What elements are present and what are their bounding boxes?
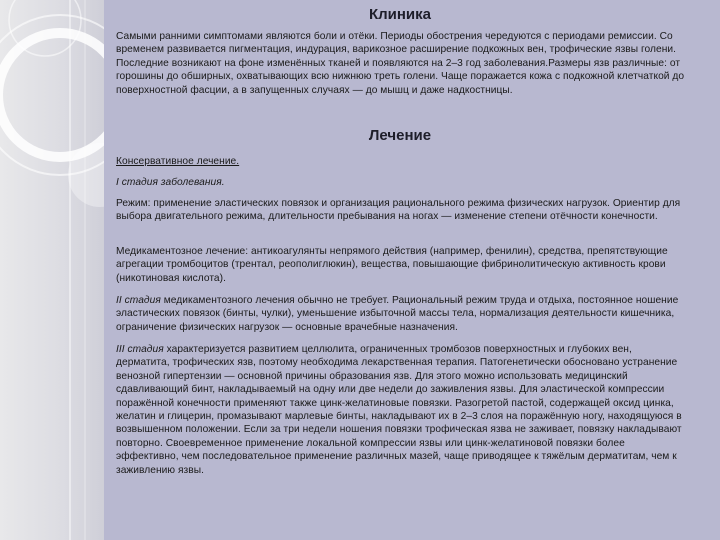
medication-paragraph: Медикаментозное лечение: антикоагулянты непрямого действия (например, фенилин), средства, препятствующие агрегации тромбоцитов (трентал, реополиглюкин), вещества, повышающие фибринолитическую активность крови (никотиновая кислота). (116, 246, 668, 284)
clinic-heading: Клиника (368, 6, 432, 23)
stage-1-label: I стадия заболевания. (116, 177, 225, 188)
conservative-treatment-label: Консервативное лечение. (116, 156, 240, 167)
slide-content (108, 0, 692, 540)
decorative-circles-graphic (0, 0, 104, 540)
clinic-paragraph: Самыми ранними симптомами являются боли и отёки. Периоды обострения чередуются с периодами ремиссии. Со временем развивается пигментация, индурация, варикозное расширение подкожных вен, трофические язвы голени. Последние возникают на фоне изменённых тканей и появляются на 2–3 год заболевания.Размеры язв различные: от горошины до обширных, охватывающих всю нижнюю треть голени. Чаще поражается кожа с подкожной клетчаткой до поверхностной фасции, а в запущенных случаях — до мышц и даже надкостницы. (116, 31, 685, 96)
treatment-heading: Лечение (368, 127, 432, 144)
regime-paragraph: Режим: применение эластических повязок и организация рационального режима физических нагрузок. Ориентир для выбора двигательного режима, длительности пребывания на ногах — изменение степени отёчности конечности. (116, 198, 681, 223)
stage-2-label: II стадия (116, 295, 161, 306)
stage-2-text: медикаментозного лечения обычно не требует. Рациональный режим труда и отдыха, постоянное ношение эластических повязок (бинты, чулки), уменьшение избыточной массы тела, нормализация деятельности кишечника, ограничение физических нагрузок — основные врачебные назначения. (116, 295, 679, 333)
stage-2-paragraph (116, 294, 686, 334)
decorative-side-panel (0, 0, 104, 540)
stage-3-label: III стадия (116, 344, 164, 355)
stage-3-text: характеризуется развитием целлюлита, ограниченных тромбозов поверхностных и глубоких вен, дерматита, трофических язв, поэтому необходима лекарственная терапия. Патогенетически обосновано устранение венозной гипертензии — основной причины образования язв. Для этого можно использовать медицинский сдавливающий бинт, накладываемый на одну или две недели до заживления язвы. Для эластической компрессии поражённой конечности применяют также цинк-желатиновые повязки. Разогретой пастой, содержащей оксид цинка, желатин и глицерин, промазывают марлевые бинты, накладывают их в 2–3 слоя на поражённую ногу, находящуюся в возвышенном положении. Если за три недели ношения повязки трофическая язва не заживает, повязку накладывают повторно. Своевременное применение локальной компрессии язвы или цинк-желатиновой повязки более эффективно, чем последовательное применение различных мазей, чаще приводящее к тяжёлым дерматитам, чем к заживлению язвы. (116, 344, 682, 476)
stage-3-paragraph (116, 343, 686, 477)
